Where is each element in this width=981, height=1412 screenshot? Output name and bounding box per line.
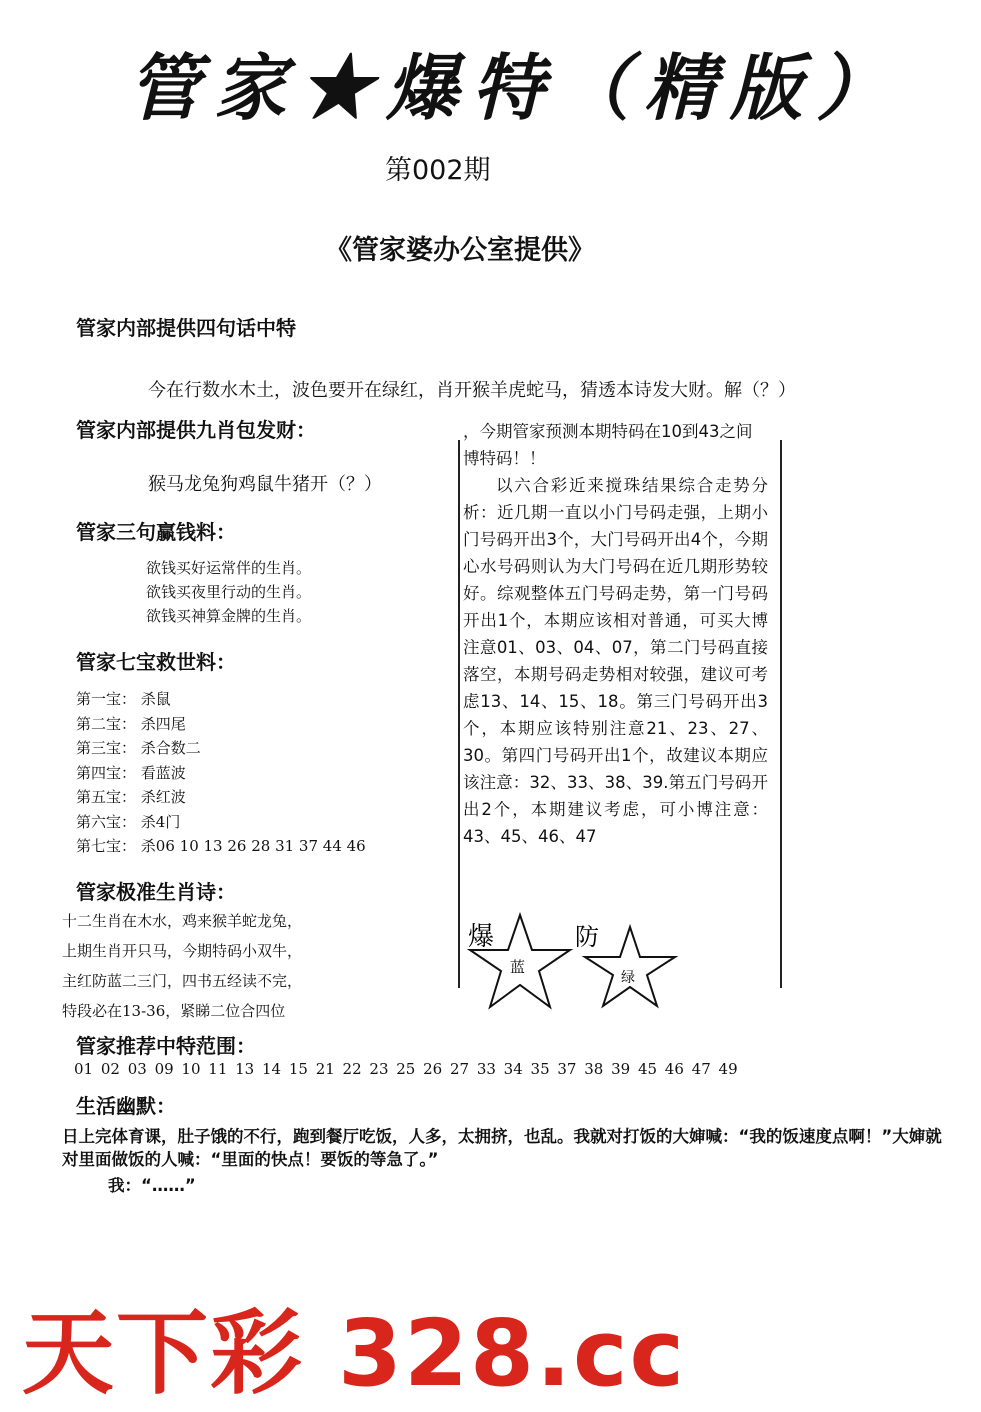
humor-me: 我：“……”: [108, 1176, 196, 1195]
three-sentences-line: 欲钱买好运常伴的生肖。: [146, 559, 312, 577]
star-label-left: 爆: [468, 922, 495, 952]
treasure-value: 杀四尾: [140, 714, 186, 733]
brand-watermark: 天下彩 328.cc: [22, 1300, 687, 1407]
poem-line: 特段必在13-36，紧睇二位合四位: [62, 1002, 286, 1020]
treasure-value: 杀鼠: [140, 690, 171, 708]
analysis-body: 以六合彩近来搅珠结果综合走势分析：近几期一直以小门号码走强，上期小门号码开出3个，大门号码开出4个，今期心水号码则认为大门号码在近几期形势较好。综观整体五门号码走势，第一门号码开出1个，本期应该相对普通，可买大博注意01、03、04、07，第二门号码直接落空，本期号码走势相对较强，建议可考虑13、14、15、18。第三门号码开出3个，本期应该特别注意21、23、27、30。第四门号码开出1个，故建议本期应该注意：32、33、38、39.第五门号码开出2个，本期建议考虑，可小博注意：43、45、46、47: [463, 476, 768, 846]
stars-graphic: [460, 905, 690, 1020]
analysis-intro: ，今期管家预测本期特码在10到43之间博特码！！: [463, 422, 753, 468]
treasure-item: [76, 835, 366, 860]
poem-line: 十二生肖在木水，鸡来猴羊蛇龙兔，: [62, 912, 303, 930]
star-right-text: 绿: [621, 970, 635, 986]
range-heading: 管家推荐中特范围：: [76, 1034, 256, 1058]
nine-zodiac-text: 猴马龙兔狗鸡鼠牛猪开（？）: [148, 474, 382, 495]
three-sentences-heading: 管家三句赢钱料：: [76, 520, 236, 544]
range-numbers: 01 02 03 09 10 11 13 14 15 21 22 23 25 26 27 33 34 35 37 38 39 45 46 47 49: [74, 1060, 738, 1078]
treasure-item: [76, 811, 366, 836]
three-sentences-list: [146, 556, 311, 628]
treasure-item: [76, 688, 366, 713]
issue-number: 第002期: [385, 155, 491, 186]
treasure-value: 杀4门: [140, 812, 181, 831]
treasure-value: 杀合数二: [140, 739, 201, 757]
humor-heading: 生活幽默：: [76, 1094, 176, 1118]
analysis-text: [463, 418, 768, 850]
poem-line: 主红防蓝二三门，四书五经读不完，: [62, 972, 303, 990]
star-label-right: 防: [575, 923, 599, 951]
treasure-label: 第六宝：: [76, 812, 137, 831]
four-sentences-heading: 管家内部提供四句话中特: [76, 316, 296, 340]
seven-treasures-heading: 管家七宝救世料：: [76, 650, 236, 674]
three-sentences-line: 欲钱买神算金牌的生肖。: [146, 607, 312, 625]
treasure-value: 杀红波: [140, 788, 186, 806]
seven-treasures-list: [76, 688, 366, 860]
treasure-label: 第五宝：: [76, 788, 137, 806]
treasure-item: [76, 786, 366, 811]
treasure-value: 杀06 10 13 26 28 31 37 44 46: [140, 837, 366, 855]
treasure-label: 第一宝：: [76, 690, 137, 708]
three-sentences-line: 欲钱买夜里行动的生肖。: [146, 583, 312, 601]
four-sentences-text: 今在行数水木土，波色要开在绿红，肖开猴羊虎蛇马，猜透本诗发大财。解（？）: [148, 380, 796, 401]
page-title: 管家★爆特（精版）: [128, 45, 903, 130]
zodiac-poem-heading: 管家极准生肖诗：: [76, 880, 236, 904]
treasure-item: [76, 713, 366, 738]
treasure-label: 第四宝：: [76, 763, 137, 782]
star-left-text: 蓝: [510, 958, 526, 976]
nine-zodiac-heading: 管家内部提供九肖包发财：: [76, 418, 316, 442]
treasure-item: [76, 762, 366, 787]
provider-line: 《管家婆办公室提供》: [325, 235, 595, 266]
treasure-label: 第三宝：: [76, 739, 137, 757]
treasure-value: 看蓝波: [140, 763, 186, 782]
treasure-label: 第七宝：: [76, 837, 137, 855]
humor-text: 日上完体育课，肚子饿的不行，跑到餐厅吃饭，人多，太拥挤，也乱。我就对打饭的大婶喊：“我的饭速度点啊！”大婶就对里面做饭的人喊：“里面的快点！要饭的等急了。”: [62, 1127, 942, 1169]
poem-line: 上期生肖开只马，今期特码小双牛，: [62, 942, 303, 960]
treasure-label: 第二宝：: [76, 714, 137, 733]
zodiac-poem-lines: [62, 906, 302, 1026]
treasure-item: [76, 737, 366, 762]
